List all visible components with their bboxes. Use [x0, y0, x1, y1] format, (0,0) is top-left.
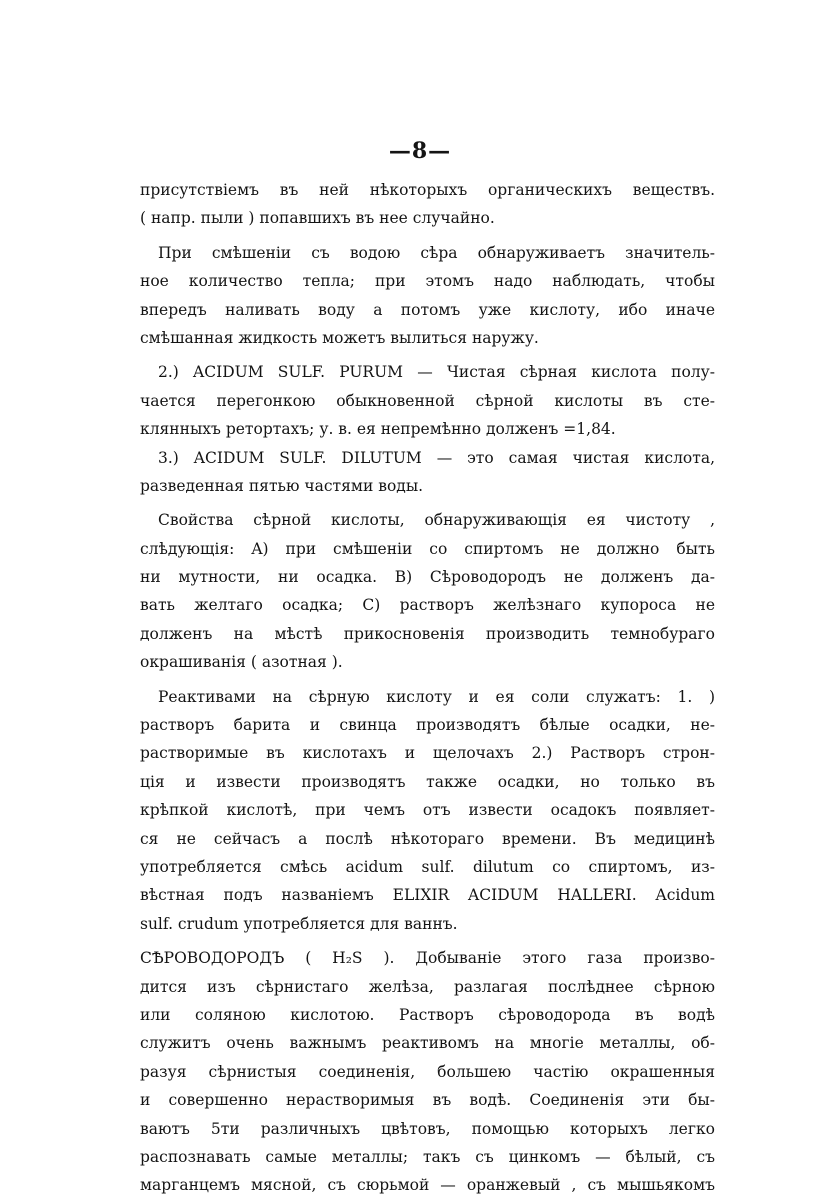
text-line: 2.) ACIDUM SULF. PURUM — Чистая сѣрная кислота полу-: [158, 363, 715, 382]
paragraph-2: [140, 239, 715, 353]
text-line: растворъ барита и свинца производятъ бѣлые осадки, не-: [140, 716, 715, 735]
text-line: слѣдующія: A) при смѣшеніи со спиртомъ не должно быть: [140, 539, 715, 558]
paragraph-7: [140, 944, 715, 1200]
text-line: распознавать самые металлы; такъ съ цинкомъ — бѣлый, съ: [140, 1147, 715, 1166]
text-line: ся не сейчасъ а послѣ нѣкотораго времени. Въ медицинѣ: [140, 829, 715, 848]
text-line: Реактивами на сѣрную кислоту и ея соли служатъ: 1. ): [158, 687, 715, 706]
text-line: присутствіемъ въ ней нѣкоторыхъ органическихъ веществъ.: [140, 181, 715, 199]
text-line: и совершенно нерастворимыя въ водѣ. Соединенія эти бы-: [140, 1091, 715, 1110]
page-number: —8—: [388, 138, 452, 164]
text-line: служитъ очень важнымъ реактивомъ на многіе металлы, об-: [140, 1034, 715, 1053]
text-line: Свойства сѣрной кислоты, обнаруживающія ея чистоту ,: [158, 511, 715, 530]
text-line: вѣстная подъ названіемъ ELIXIR ACIDUM HALLERI. Acidum: [140, 886, 715, 905]
text-body: [140, 176, 715, 1200]
text-line: ное количество тепла; при этомъ надо наблюдать, чтобы: [140, 272, 715, 291]
text-line: окрашиванія ( азотная ).: [140, 653, 343, 672]
paragraph-1: [140, 176, 715, 233]
paragraph-3: [140, 358, 715, 443]
paragraph-5: [140, 506, 715, 676]
text-line: 3.) ACIDUM SULF. DILUTUM — это самая чистая кислота,: [158, 448, 715, 467]
text-line: При смѣшеніи съ водою сѣра обнаруживаетъ значитель-: [158, 243, 715, 262]
text-line: марганцемъ мясной, съ сюрьмой — оранжевый , съ мышьякомъ: [140, 1176, 715, 1195]
text-line: разведенная пятью частями воды.: [140, 476, 424, 495]
text-line: СѢРОВОДОРОДЪ ( H₂S ). Добываніе этого газа произво-: [140, 949, 715, 968]
text-line: чается перегонкою обыкновенной сѣрной кислоты въ сте-: [140, 391, 715, 410]
paragraph-4: [140, 444, 715, 501]
text-line: долженъ на мѣстѣ прикосновенія производить темнобураго: [140, 624, 715, 643]
text-line: вать желтаго осадка; C) растворъ желѣзнаго купороса не: [140, 596, 715, 615]
text-line: растворимые въ кислотахъ и щелочахъ 2.) Растворъ строн-: [140, 744, 715, 763]
text-line: смѣшанная жидкость можетъ вылиться наружу.: [140, 328, 539, 347]
text-line: клянныхъ ретортахъ; у. в. ея непремѣнно долженъ =1,84.: [140, 420, 616, 439]
text-line: ( напр. пыли ) попавшихъ въ нее случайно.: [140, 209, 495, 228]
text-line: ни мутности, ни осадка. B) Сѣроводородъ не долженъ да-: [140, 568, 715, 587]
paragraph-6: [140, 683, 715, 939]
text-line: ція и извести производятъ также осадки, но только въ: [140, 772, 715, 791]
text-line: ваютъ 5ти различныхъ цвѣтовъ, помощью которыхъ легко: [140, 1119, 715, 1138]
text-line: разуя сѣрнистыя соединенія, большею частію окрашенныя: [140, 1062, 715, 1081]
text-line: впередъ наливать воду а потомъ уже кислоту, ибо иначе: [140, 300, 715, 319]
text-line: sulf. crudum употребляется для ваннъ.: [140, 914, 458, 933]
text-line: употребляется смѣсь acidum sulf. dilutum со спиртомъ, из-: [140, 857, 715, 876]
text-line: крѣпкой кислотѣ, при чемъ отъ извести осадокъ появляет-: [140, 801, 715, 820]
text-line: или соляною кислотою. Растворъ сѣроводорода въ водѣ: [140, 1005, 715, 1024]
text-line: дится изъ сѣрнистаго желѣза, разлагая послѣднее сѣрною: [140, 977, 715, 996]
